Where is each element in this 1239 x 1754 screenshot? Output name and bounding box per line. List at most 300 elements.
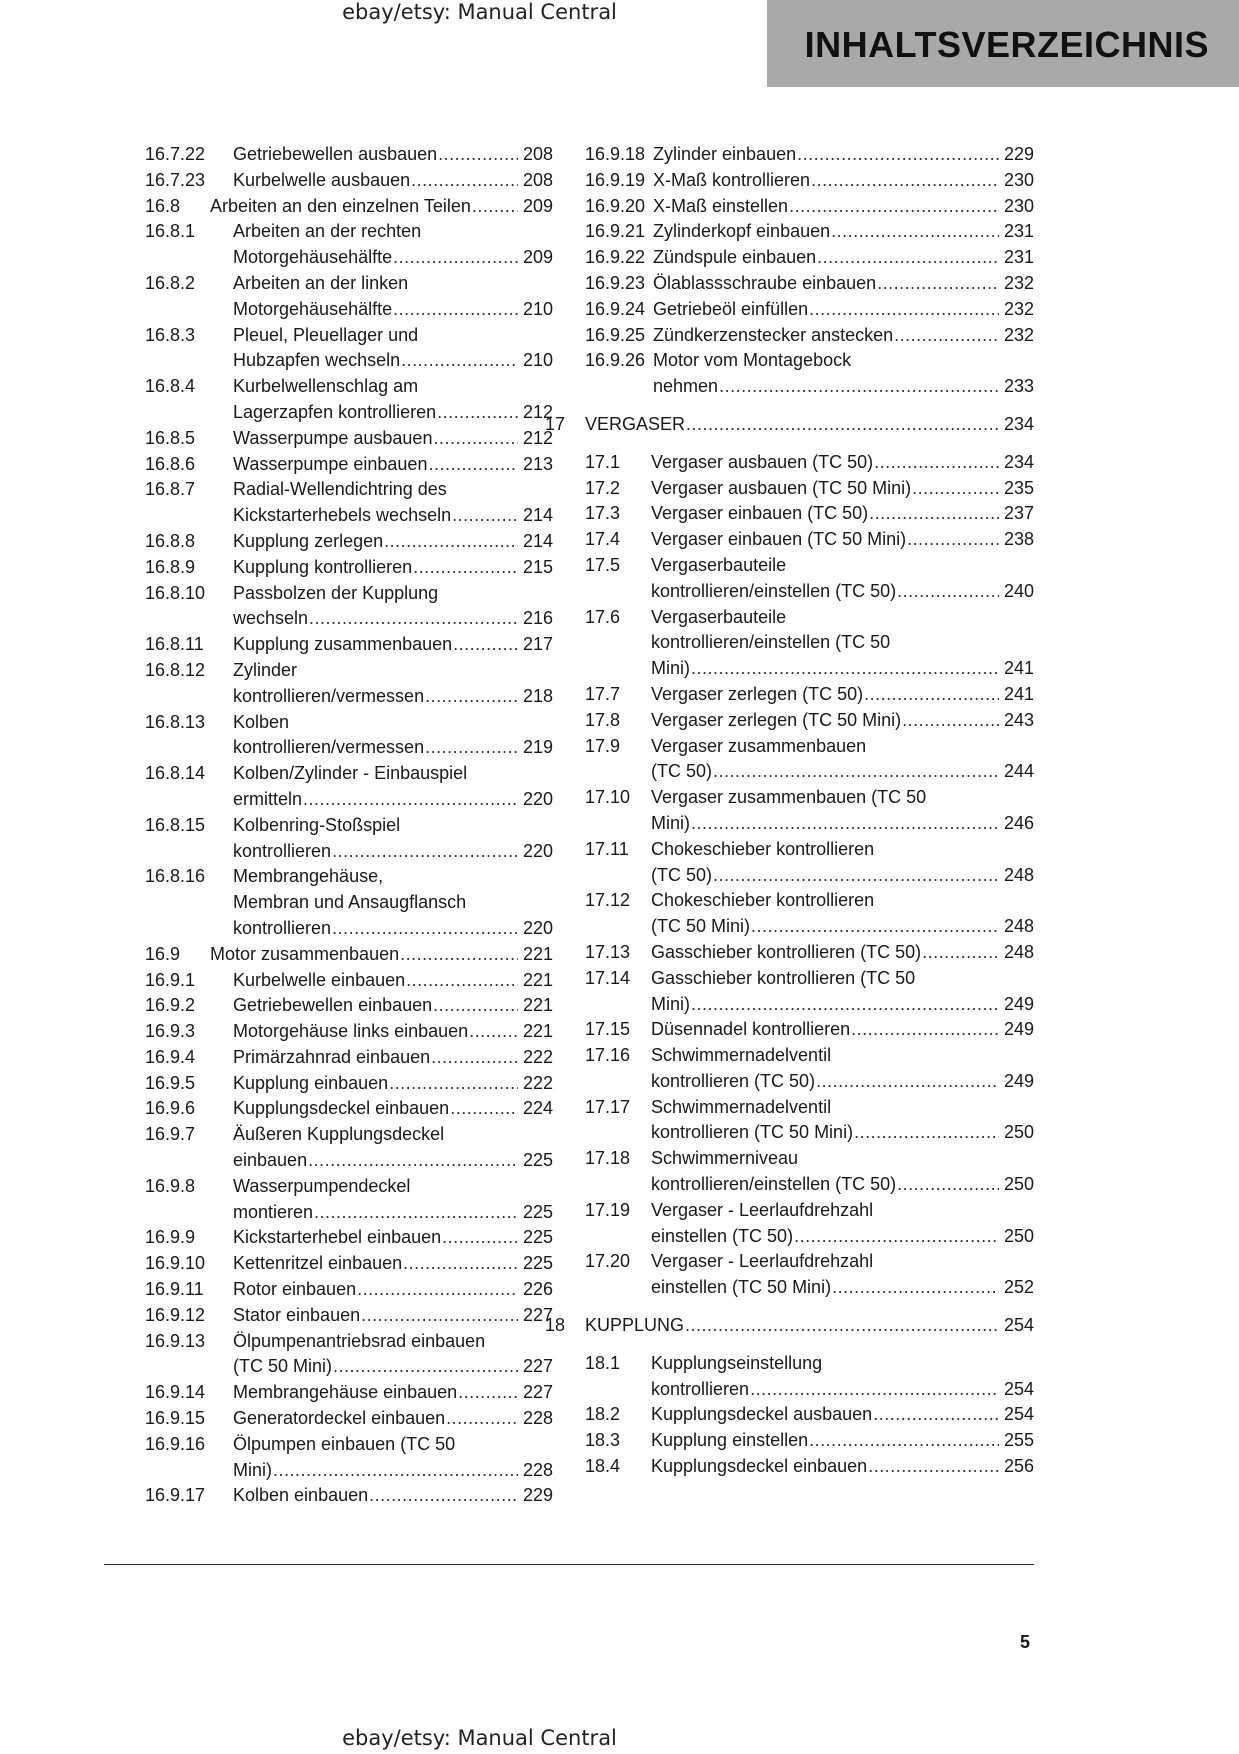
toc-entry[interactable]: [585, 168, 1034, 194]
toc-entry-number: 17.13: [585, 941, 631, 962]
toc-entry-page: 232: [1003, 324, 1034, 345]
toc-entry-title: kontrollieren/einstellen (TC 50): [651, 1174, 897, 1195]
section-title: INHALTSVERZEICHNIS: [804, 24, 1209, 65]
toc-entry[interactable]: [145, 1432, 553, 1484]
toc-entry-number: 17.4: [585, 529, 621, 550]
toc-entry[interactable]: [585, 142, 1034, 168]
toc-entry-page: 221: [522, 969, 553, 990]
toc-entry[interactable]: [145, 1045, 553, 1071]
toc-entry-title: Kolben: [233, 711, 290, 732]
toc-entry-title: Radial-Wellendichtring des: [233, 479, 447, 500]
toc-entry-number: 16.8.10: [145, 582, 206, 603]
toc-entry-title: Getriebewellen ausbauen: [233, 144, 438, 164]
toc-leader-dots: [389, 1071, 518, 1097]
toc-leader-dots: [393, 245, 518, 271]
toc-entry[interactable]: [585, 219, 1034, 245]
toc-entry[interactable]: [145, 968, 553, 994]
toc-entry-title: Kickstarterhebels wechseln: [233, 505, 452, 526]
toc-leader-dots: [789, 194, 999, 220]
toc-entry-number: 18.2: [585, 1404, 621, 1425]
toc-entry-page: 249: [1003, 1070, 1034, 1091]
toc-entry[interactable]: [585, 1351, 1034, 1403]
toc-entry[interactable]: [585, 1095, 1034, 1147]
toc-entry-title: (TC 50 Mini): [233, 1356, 333, 1377]
toc-entry-page: 225: [522, 1253, 553, 1274]
toc-entry-page: 250: [1003, 1122, 1034, 1143]
toc-entry[interactable]: [145, 219, 553, 271]
toc-entry-page: 226: [522, 1279, 553, 1300]
toc-entry-number: 16.8.5: [145, 427, 196, 448]
toc-entry-title: Vergaser zerlegen (TC 50): [651, 683, 864, 704]
toc-leader-dots: [332, 916, 518, 942]
toc-entry-title: Mini): [651, 812, 690, 833]
toc-entry[interactable]: [145, 194, 553, 220]
toc-entry-page: 232: [1003, 298, 1034, 319]
toc-entry-title: Ölablassschraube einbauen: [653, 272, 877, 293]
toc-entry[interactable]: [585, 323, 1034, 349]
toc-entry-page: 249: [1003, 993, 1034, 1014]
toc-leader-dots: [864, 682, 999, 708]
toc-entry-number: 16.9.1: [145, 969, 196, 990]
toc-entry-number: 17.3: [585, 503, 621, 524]
toc-entry-number: 17.19: [585, 1199, 631, 1220]
toc-entry-page: 225: [522, 1150, 553, 1171]
watermark-top: ebay/etsy: Manual Central: [342, 0, 617, 24]
toc-entry[interactable]: [145, 426, 553, 452]
toc-entry-page: 208: [522, 169, 553, 190]
toc-entry-title: Rotor einbauen: [233, 1279, 357, 1300]
toc-entry-title: X-Maß kontrollieren: [653, 169, 811, 190]
toc-leader-dots: [894, 323, 999, 349]
toc-entry-number: 17.9: [585, 735, 621, 756]
toc-entry-title: Kupplung einstellen: [651, 1430, 809, 1451]
toc-entry-title: einbauen: [233, 1150, 308, 1171]
toc-entry-number: 18: [545, 1315, 566, 1336]
toc-leader-dots: [452, 503, 518, 529]
toc-leader-dots: [751, 914, 999, 940]
toc-entry-page: 231: [1003, 221, 1034, 242]
toc-entry[interactable]: [585, 348, 1034, 400]
toc-entry-number: 18.1: [585, 1352, 621, 1373]
toc-entry[interactable]: [585, 1017, 1034, 1043]
toc-entry-number: 17.11: [585, 838, 629, 859]
toc-leader-dots: [469, 1019, 518, 1045]
toc-leader-dots: [384, 529, 518, 555]
toc-entry-number: 16.9.15: [145, 1408, 206, 1429]
toc-entry-title: Membrangehäuse,: [233, 866, 384, 887]
toc-entry-title: (TC 50): [651, 864, 713, 885]
toc-entry-title: (TC 50 Mini): [651, 916, 751, 937]
toc-entry-title: Wasserpumpe einbauen: [233, 453, 428, 474]
toc-entry-number: 16.8.15: [145, 814, 206, 835]
toc-entry-page: 234: [1003, 451, 1034, 472]
toc-entry-title: Kupplung zusammenbauen: [233, 634, 453, 655]
toc-entry-number: 16.9.17: [145, 1485, 206, 1506]
toc-entry-page: 249: [1003, 1019, 1034, 1040]
toc-entry-page: 214: [522, 505, 553, 526]
toc-entry-title: kontrollieren: [233, 917, 332, 938]
toc-entry-page: 244: [1003, 761, 1034, 782]
toc-column-right: [545, 142, 1034, 1480]
toc-leader-dots: [361, 1303, 518, 1329]
toc-entry-page: 240: [1003, 580, 1034, 601]
toc-entry-title: Getriebeöl einfüllen: [653, 298, 809, 319]
toc-entry[interactable]: [145, 581, 553, 633]
toc-entry-number: 16.9.21: [585, 221, 646, 242]
toc-entry[interactable]: [145, 1096, 553, 1122]
toc-entry-page: 229: [1003, 144, 1034, 164]
toc-entry[interactable]: [145, 168, 553, 194]
toc-entry-title: Pleuel, Pleuellager und: [233, 324, 419, 345]
toc-entry-title: kontrollieren (TC 50): [651, 1070, 816, 1091]
toc-entry[interactable]: [145, 1019, 553, 1045]
toc-entry[interactable]: [545, 1313, 1034, 1339]
toc-entry-title: Mini): [651, 993, 690, 1014]
toc-entry-page: 221: [522, 995, 553, 1016]
toc-leader-dots: [273, 1458, 518, 1484]
toc-entry[interactable]: [585, 888, 1034, 940]
toc-entry-page: 234: [1003, 413, 1034, 434]
toc-leader-dots: [713, 759, 999, 785]
toc-entry-page: 212: [522, 401, 553, 422]
toc-entry[interactable]: [585, 1249, 1034, 1301]
toc-entry[interactable]: [145, 1251, 553, 1277]
toc-entry[interactable]: [145, 864, 553, 941]
toc-entry-page: 228: [522, 1459, 553, 1480]
toc-entry-title: Kupplung zerlegen: [233, 530, 384, 551]
toc-entry-title: Passbolzen der Kupplung: [233, 582, 439, 603]
toc-entry-page: 231: [1003, 247, 1034, 268]
toc-entry-page: 229: [522, 1485, 553, 1506]
toc-leader-dots: [868, 1454, 999, 1480]
toc-entry-number: 16.9.13: [145, 1330, 206, 1351]
toc-entry-number: 16.9.25: [585, 324, 646, 345]
toc-entry-number: 16.9.12: [145, 1304, 206, 1325]
toc-entry-title: Stator einbauen: [233, 1304, 361, 1325]
toc-entry[interactable]: [585, 297, 1034, 323]
toc-leader-dots: [425, 735, 518, 761]
toc-entry-title: Düsennadel kontrollieren: [651, 1019, 851, 1040]
toc-entry[interactable]: [585, 553, 1034, 605]
toc-leader-dots: [922, 940, 999, 966]
toc-entry[interactable]: [145, 632, 553, 658]
toc-entry-page: 209: [522, 195, 553, 216]
toc-entry-title: einstellen (TC 50 Mini): [651, 1277, 832, 1298]
toc-entry-title: Arbeiten an den einzelnen Teilen: [210, 195, 471, 216]
toc-leader-dots: [897, 579, 999, 605]
toc-leader-dots: [453, 632, 518, 658]
toc-entry[interactable]: [145, 942, 553, 968]
toc-leader-dots: [797, 142, 999, 168]
toc-entry-page: 233: [1003, 376, 1034, 397]
toc-entry-number: 16.9.19: [585, 169, 646, 190]
toc-entry-number: 17.20: [585, 1251, 631, 1272]
toc-leader-dots: [873, 1402, 999, 1428]
toc-entry-title: Vergaser - Leerlaufdrehzahl: [651, 1251, 874, 1272]
toc-entry[interactable]: [145, 1122, 553, 1174]
toc-entry[interactable]: [545, 412, 1034, 438]
toc-entry[interactable]: [145, 529, 553, 555]
toc-entry-title: Kupplungsdeckel ausbauen: [651, 1404, 873, 1425]
toc-entry-page: 217: [522, 634, 553, 655]
toc-entry-number: 18.3: [585, 1430, 621, 1451]
toc-entry[interactable]: [145, 1225, 553, 1251]
toc-entry-title: Vergaser - Leerlaufdrehzahl: [651, 1199, 874, 1220]
toc-entry-page: 220: [522, 917, 553, 938]
toc-entry[interactable]: [145, 142, 553, 168]
toc-entry[interactable]: [585, 734, 1034, 786]
toc-entry[interactable]: [585, 605, 1034, 682]
toc-entry-title: montieren: [233, 1201, 314, 1222]
toc-leader-dots: [691, 992, 999, 1018]
toc-entry[interactable]: [585, 271, 1034, 297]
toc-entry-number: 17.17: [585, 1096, 631, 1117]
page-number: 5: [1020, 1632, 1031, 1652]
toc-entry-page: 250: [1003, 1174, 1034, 1195]
toc-entry-number: 17.8: [585, 709, 621, 730]
toc-entry[interactable]: [145, 761, 553, 813]
toc-entry-page: 219: [522, 737, 553, 758]
toc-entry[interactable]: [145, 1329, 553, 1381]
toc-entry-page: 215: [522, 556, 553, 577]
toc-leader-dots: [428, 452, 518, 478]
toc-entry[interactable]: [585, 837, 1034, 889]
toc-entry-number: 16.9.11: [145, 1279, 204, 1300]
toc-entry-page: 252: [1003, 1277, 1034, 1298]
toc-entry-page: 221: [522, 943, 553, 964]
toc-entry-title: Kettenritzel einbauen: [233, 1253, 403, 1274]
toc-entry-title: Ölpumpen einbauen (TC 50: [233, 1433, 456, 1454]
toc-entry-page: 256: [1003, 1456, 1034, 1477]
toc-leader-dots: [403, 1251, 518, 1277]
toc-entry[interactable]: [585, 476, 1034, 502]
toc-leader-dots: [719, 374, 999, 400]
toc-entry-page: 210: [522, 350, 553, 371]
toc-entry[interactable]: [145, 658, 553, 710]
toc-entry-number: 16.8.2: [145, 272, 196, 293]
toc-entry[interactable]: [585, 1402, 1034, 1428]
toc-entry[interactable]: [585, 940, 1034, 966]
toc-entry-title: Motor zusammenbauen: [210, 943, 400, 964]
toc-entry-page: 227: [522, 1356, 553, 1377]
toc-leader-dots: [369, 1483, 518, 1509]
toc-entry-number: 16.9.10: [145, 1253, 206, 1274]
toc-entry-title: Motorgehäuse links einbauen: [233, 1021, 469, 1042]
toc-entry-title: VERGASER: [585, 413, 686, 434]
toc-entry-title: Mini): [651, 658, 690, 679]
toc-entry-page: 235: [1003, 477, 1034, 498]
toc-entry-number: 16.8.16: [145, 866, 206, 887]
toc-entry-title: Vergaser einbauen (TC 50 Mini): [651, 529, 907, 550]
toc-leader-dots: [357, 1277, 518, 1303]
toc-leader-dots: [393, 297, 518, 323]
toc-leader-dots: [877, 271, 999, 297]
toc-leader-dots: [691, 656, 999, 682]
toc-leader-dots: [811, 168, 999, 194]
toc-entry[interactable]: [585, 1043, 1034, 1095]
toc-entry-number: 17.7: [585, 683, 621, 704]
toc-entry-page: 224: [522, 1098, 553, 1119]
toc-entry-title: einstellen (TC 50): [651, 1225, 794, 1246]
toc-entry[interactable]: [145, 1380, 553, 1406]
toc-entry[interactable]: [145, 452, 553, 478]
toc-entry[interactable]: [585, 245, 1034, 271]
toc-leader-dots: [438, 142, 518, 168]
toc-entry-number: 16.9.3: [145, 1021, 196, 1042]
toc-entry-title: Getriebewellen einbauen: [233, 995, 433, 1016]
toc-leader-dots: [425, 684, 518, 710]
toc-entry[interactable]: [145, 555, 553, 581]
toc-entry-title: kontrollieren: [233, 840, 332, 861]
toc-entry[interactable]: [145, 374, 553, 426]
toc-leader-dots: [433, 993, 518, 1019]
toc-entry-page: 208: [522, 144, 553, 164]
toc-entry-title: Kupplungseinstellung: [651, 1352, 823, 1373]
toc-entry-title: Zylinder: [233, 659, 298, 680]
toc-entry-number: 16.8.14: [145, 763, 206, 784]
toc-entry-page: 218: [522, 685, 553, 706]
toc-entry-number: 16.8.4: [145, 376, 196, 397]
toc-entry-title: Schwimmernadelventil: [651, 1045, 832, 1066]
toc-entry[interactable]: [585, 1146, 1034, 1198]
toc-entry-title: Kolben/Zylinder - Einbauspiel: [233, 763, 468, 784]
toc-entry-title: Vergaser ausbauen (TC 50): [651, 451, 874, 472]
toc-entry-page: 238: [1003, 529, 1034, 550]
toc-entry-title: Hubzapfen wechseln: [233, 350, 401, 371]
toc-entry-number: 18.4: [585, 1456, 621, 1477]
toc-entry[interactable]: [145, 710, 553, 762]
toc-entry-number: 16.8.3: [145, 324, 196, 345]
toc-entry-title: kontrollieren (TC 50 Mini): [651, 1122, 854, 1143]
toc-leader-dots: [332, 839, 518, 865]
toc-entry-number: 17.6: [585, 606, 621, 627]
toc-entry-page: 254: [1003, 1315, 1034, 1336]
toc-entry[interactable]: [145, 1303, 553, 1329]
toc-entry-title: Wasserpumpe ausbauen: [233, 427, 433, 448]
toc-leader-dots: [411, 168, 518, 194]
toc-leader-dots: [686, 412, 999, 438]
toc-entry[interactable]: [145, 813, 553, 865]
toc-entry[interactable]: [145, 1277, 553, 1303]
toc-entry[interactable]: [145, 323, 553, 375]
toc-entry[interactable]: [145, 271, 553, 323]
toc-entry[interactable]: [145, 1071, 553, 1097]
toc-entry-title: Schwimmerniveau: [651, 1148, 799, 1169]
toc-entry-title: Äußeren Kupplungsdeckel: [233, 1124, 445, 1145]
toc-entry-title: kontrollieren/einstellen (TC 50): [651, 580, 897, 601]
toc-entry-title: Kolbenring-Stoßspiel: [233, 814, 401, 835]
toc-leader-dots: [691, 811, 999, 837]
toc-entry-title: kontrollieren/vermessen: [233, 737, 425, 758]
toc-entry-title: Motorgehäusehälfte: [233, 247, 393, 268]
toc-entry[interactable]: [585, 785, 1034, 837]
toc-entry-title: KUPPLUNG: [585, 1315, 685, 1336]
section-header-box: [767, 0, 1239, 87]
toc-entry-title: Lagerzapfen kontrollieren: [233, 401, 437, 422]
toc-entry[interactable]: [145, 477, 553, 529]
toc-entry-title: Vergaserbauteile: [651, 606, 787, 627]
toc-entry-page: 221: [522, 1021, 553, 1042]
toc-entry-title: Vergaser einbauen (TC 50): [651, 503, 869, 524]
toc-entry-page: 225: [522, 1227, 553, 1248]
toc-entry-number: 16.9.20: [585, 195, 646, 216]
toc-entry-number: 17.5: [585, 554, 621, 575]
toc-entry-page: 222: [522, 1046, 553, 1067]
toc-entry-title: Wasserpumpendeckel: [233, 1175, 411, 1196]
toc-entry-number: 16.9.2: [145, 995, 196, 1016]
toc-entry-number: 16.8.13: [145, 711, 206, 732]
toc-entry-title: Gasschieber kontrollieren (TC 50): [651, 941, 922, 962]
toc-entry[interactable]: [585, 450, 1034, 476]
toc-entry-number: 16.9.23: [585, 272, 646, 293]
toc-column-left: [145, 142, 553, 1509]
toc-entry[interactable]: [585, 527, 1034, 553]
toc-entry-title: Zylinder einbauen: [653, 144, 797, 164]
toc-entry-title: wechseln: [233, 608, 309, 629]
toc-leader-dots: [874, 450, 999, 476]
toc-entry-title: Zylinderkopf einbauen: [653, 221, 831, 242]
toc-entry-number: 16.7.22: [145, 144, 206, 164]
toc-leader-dots: [809, 1428, 999, 1454]
toc-leader-dots: [794, 1224, 999, 1250]
toc-leader-dots: [458, 1380, 518, 1406]
toc-entry-number: 16.9.24: [585, 298, 646, 319]
toc-leader-dots: [308, 1148, 518, 1174]
toc-entry-number: 17.14: [585, 967, 631, 988]
toc-entry[interactable]: [585, 682, 1034, 708]
toc-entry-number: 17.12: [585, 890, 631, 911]
toc-entry[interactable]: [585, 1454, 1034, 1480]
toc-entry-number: 17.10: [585, 787, 631, 808]
toc-leader-dots: [406, 968, 518, 994]
toc-entry[interactable]: [145, 1174, 553, 1226]
toc-entry-number: 16.8.6: [145, 453, 196, 474]
toc-entry-page: 210: [522, 298, 553, 319]
toc-entry-page: 248: [1003, 916, 1034, 937]
toc-entry[interactable]: [585, 501, 1034, 527]
toc-leader-dots: [433, 426, 518, 452]
toc-entry[interactable]: [145, 1483, 553, 1509]
toc-entry-number: 16.9.22: [585, 247, 646, 268]
toc-entry-page: 213: [522, 453, 553, 474]
toc-entry-title: Ölpumpenantriebsrad einbauen: [233, 1330, 486, 1351]
toc-entry-number: 16.9.16: [145, 1433, 206, 1454]
toc-entry[interactable]: [585, 1198, 1034, 1250]
toc-entry-page: 237: [1003, 503, 1034, 524]
toc-leader-dots: [442, 1225, 518, 1251]
toc-entry[interactable]: [585, 1428, 1034, 1454]
toc-entry-title: Motorgehäusehälfte: [233, 298, 393, 319]
toc-leader-dots: [431, 1045, 518, 1071]
toc-entry[interactable]: [145, 1406, 553, 1432]
toc-entry-title: X-Maß einstellen: [653, 195, 789, 216]
toc-entry[interactable]: [585, 966, 1034, 1018]
toc-leader-dots: [713, 863, 999, 889]
toc-entry[interactable]: [585, 194, 1034, 220]
toc-entry-title: kontrollieren: [651, 1378, 750, 1399]
toc-entry[interactable]: [585, 708, 1034, 734]
toc-entry-page: 246: [1003, 812, 1034, 833]
footer-divider: [104, 1564, 1034, 1565]
watermark-bottom: ebay/etsy: Manual Central: [342, 1726, 617, 1750]
toc-entry-number: 16.7.23: [145, 169, 206, 190]
toc-entry[interactable]: [145, 993, 553, 1019]
toc-entry-number: 17.2: [585, 477, 621, 498]
toc-entry-title: nehmen: [653, 376, 719, 397]
toc-entry-title: Membrangehäuse einbauen: [233, 1382, 458, 1403]
toc-entry-title: Kupplungsdeckel einbauen: [233, 1098, 450, 1119]
toc-entry-number: 16.9.7: [145, 1124, 196, 1145]
